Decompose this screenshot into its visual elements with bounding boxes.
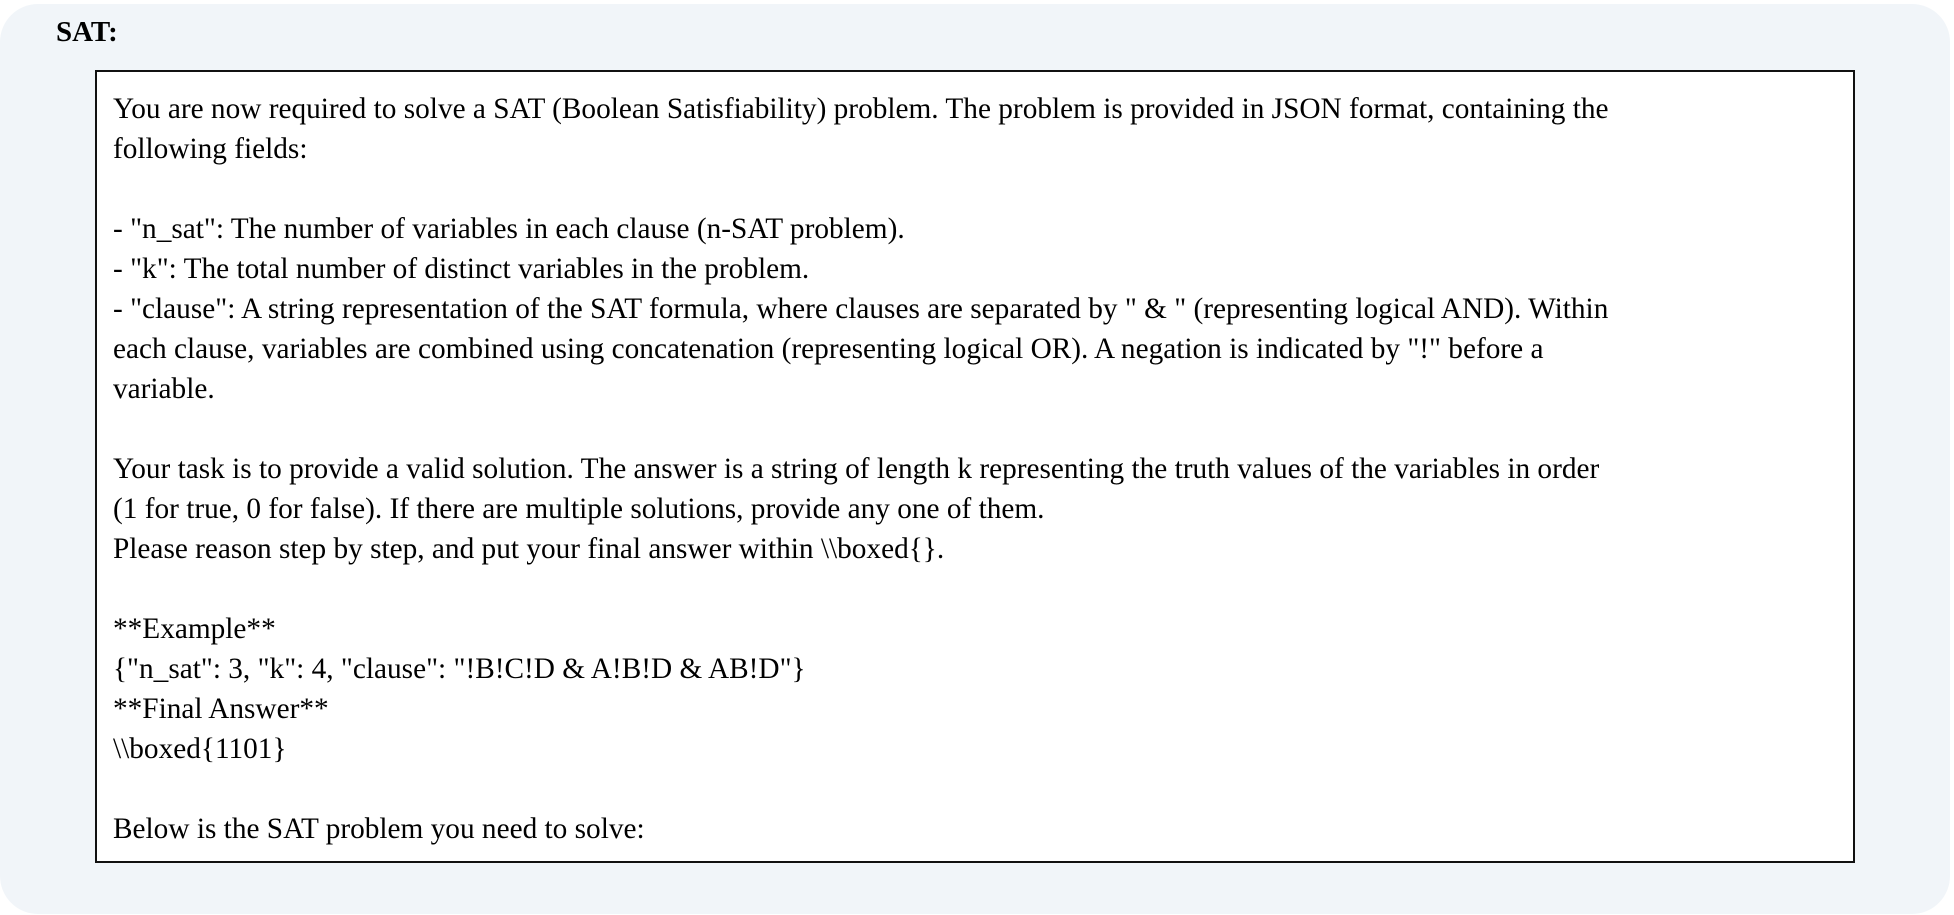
- task-line: (1 for true, 0 for false). If there are multiple solutions, provide any one of them.: [113, 493, 1045, 525]
- closing-line: Below is the SAT problem you need to solve:: [113, 813, 645, 845]
- field-k-line: - "k": The total number of distinct variables in the problem.: [113, 253, 810, 285]
- blank-line: [113, 409, 1839, 449]
- field-clause-line: - "clause": A string representation of the SAT formula, where clauses are separated by " & " (representing logical AND). Within: [113, 293, 1609, 325]
- prompt-line: following fields:: [113, 133, 308, 165]
- blank-line: [113, 569, 1839, 609]
- final-answer-value: \\boxed{1101}: [113, 733, 287, 765]
- example-heading: **Example**: [113, 613, 276, 645]
- section-title: SAT:: [56, 16, 118, 48]
- field-n-sat-line: - "n_sat": The number of variables in each clause (n-SAT problem).: [113, 213, 905, 245]
- final-answer-heading: **Final Answer**: [113, 693, 329, 725]
- field-clause-line: variable.: [113, 373, 215, 405]
- sat-panel: [0, 4, 1950, 914]
- blank-line: [113, 169, 1839, 209]
- task-line: Your task is to provide a valid solution. The answer is a string of length k representing the truth values of the variables in order: [113, 453, 1600, 485]
- prompt-line: You are now required to solve a SAT (Boolean Satisfiability) problem. The problem is provided in JSON format, containing the: [113, 93, 1609, 125]
- blank-line: [113, 769, 1839, 809]
- field-clause-line: each clause, variables are combined using concatenation (representing logical OR). A negation is indicated by "!" before a: [113, 333, 1544, 365]
- example-json: {"n_sat": 3, "k": 4, "clause": "!B!C!D & A!B!D & AB!D"}: [113, 653, 806, 685]
- prompt-text-box: [95, 70, 1855, 863]
- instruction-line: Please reason step by step, and put your final answer within \\boxed{}.: [113, 533, 945, 565]
